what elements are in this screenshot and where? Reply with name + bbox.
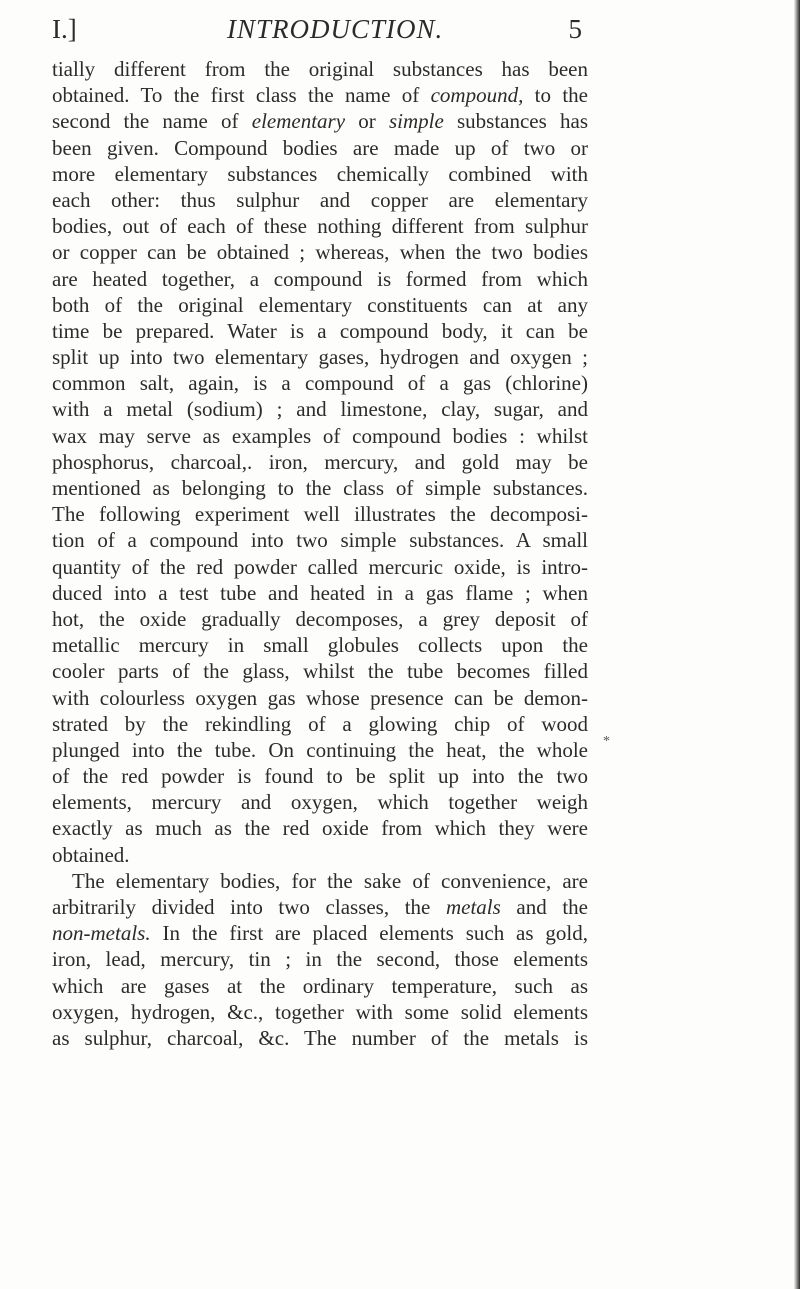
text-line: time be prepared. Water is a compound body, it can be — [52, 318, 588, 343]
text-line: duced into a test tube and heated in a gas flame ; when — [52, 580, 588, 605]
text-line: elements, mercury and oxygen, which together weigh — [52, 790, 588, 815]
text-line: quantity of the red powder called mercuric oxide, is intro- — [52, 554, 588, 579]
text-line: common salt, again, is a compound of a gas (chlorine) — [52, 371, 588, 396]
body-text — [52, 56, 588, 1051]
italic-term-simple: simple — [388, 109, 444, 134]
page-edge-shadow — [794, 0, 800, 1289]
text-line: plunged into the tube. On continuing the heat, the whole — [52, 737, 588, 762]
chapter-number: I.] — [52, 14, 77, 44]
text-line: metallic mercury in small globules collects upon the — [52, 633, 588, 658]
text-line: with a metal (sodium) ; and limestone, clay, sugar, and — [52, 397, 588, 422]
text-line: each other: thus sulphur and copper are elementary — [52, 187, 588, 212]
text-line: hot, the oxide gradually decomposes, a grey deposit of — [52, 606, 588, 631]
text-line: second the name of elementary or simple substances has — [52, 109, 588, 134]
text-line: with colourless oxygen gas whose presence can be demon- — [52, 685, 588, 710]
text-line: The following experiment well illustrates the decomposi- — [52, 502, 588, 527]
text-line: more elementary substances chemically combined with — [52, 161, 588, 186]
text-line: arbitrarily divided into two classes, the metals and the — [52, 895, 589, 919]
text-line: obtained. To the first class the name of compound, to the — [52, 83, 588, 108]
margin-mark: * — [603, 734, 610, 749]
text-line: tion of a compound into two simple substances. A small — [52, 528, 588, 553]
running-head — [52, 10, 582, 48]
text-line: cooler parts of the glass, whilst the tube becomes filled — [52, 659, 588, 684]
text-line: which are gases at the ordinary temperature, such as — [52, 973, 588, 998]
text-line: obtained. — [52, 842, 130, 867]
page-number: 5 — [568, 14, 582, 44]
text-line: strated by the rekindling of a glowing chip of wood — [52, 711, 588, 736]
text-line: oxygen, hydrogen, &c., together with some solid elements — [52, 999, 588, 1024]
text-line: non-metals. In the first are placed elements such as gold, — [52, 921, 589, 946]
text-line: both of the original elementary constituents can at any — [52, 292, 588, 317]
text-line: The elementary bodies, for the sake of convenience, are — [72, 868, 588, 893]
text-line: been given. Compound bodies are made up of two or — [52, 135, 588, 160]
italic-term-non-metals: non-metals. — [52, 921, 151, 946]
text-line: as sulphur, charcoal, &c. The number of the metals is — [52, 1025, 588, 1050]
text-line: bodies, out of each of these nothing different from sulphur — [52, 214, 588, 239]
text-line: of the red powder is found to be split up into the two — [52, 764, 588, 789]
text-line: split up into two elementary gases, hydrogen and oxygen ; — [52, 345, 588, 370]
text-line: are heated together, a compound is formed from which — [52, 266, 588, 291]
text-line: exactly as much as the red oxide from which they were — [52, 816, 588, 841]
text-line: tially different from the original substances has been — [52, 57, 588, 81]
text-line: wax may serve as examples of compound bodies : whilst — [52, 423, 588, 448]
italic-term-compound: compound, — [430, 83, 524, 108]
italic-term-metals: metals — [445, 895, 501, 919]
italic-term-elementary: elementary — [251, 109, 346, 134]
text-line: iron, lead, mercury, tin ; in the second, those elements — [52, 947, 588, 972]
text-line: phosphorus, charcoal,. iron, mercury, and gold may be — [52, 449, 588, 474]
text-line: mentioned as belonging to the class of simple substances. — [52, 476, 588, 500]
text-line: or copper can be obtained ; whereas, when the two bodies — [52, 240, 588, 265]
running-title: INTRODUCTION. — [227, 14, 444, 44]
